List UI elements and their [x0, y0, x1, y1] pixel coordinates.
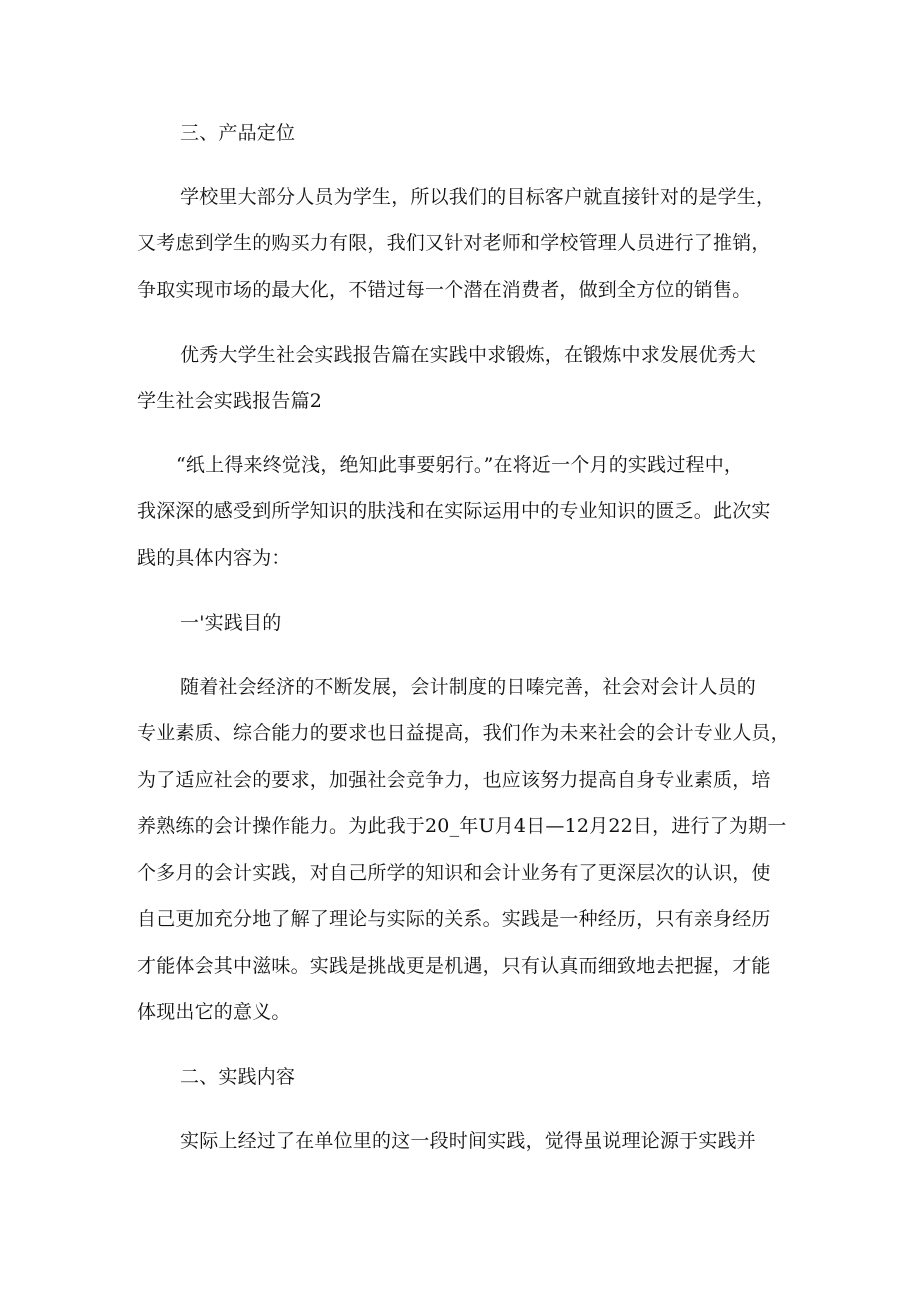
paragraph-line: 自己更加充分地了解了理论与实际的关系。实践是一种经历，只有亲身经历 [137, 908, 771, 930]
paragraph-line: 又考虑到学生的购买力有限，我们又针对老师和学校管理人员进行了推销， [137, 232, 771, 254]
paragraph-line: 为了适应社会的要求，加强社会竞争力，也应该努力提高自身专业素质，培 [137, 769, 771, 791]
paragraph-line: 个多月的会计实践，对自己所学的知识和会计业务有了更深层次的认识，使 [137, 862, 771, 884]
paragraph-line: 践的具体内容为： [137, 547, 291, 569]
paragraph-line: 争取实现市场的最大化，不错过每一个潜在消费者，做到全方位的销售。 [137, 279, 752, 301]
paragraph-line: 才能体会其中滋味。实践是挑战更是机遇，只有认真而细致地去把握，才能 [137, 955, 771, 977]
paragraph-line: 专业素质、综合能力的要求也日益提高，我们作为未来社会的会计专业人员， [137, 722, 790, 744]
section-heading-practice-content: 二、实践内容 [180, 1066, 296, 1088]
section-heading-practice-purpose: 一'实践目的 [180, 612, 282, 634]
paragraph-line: 实际上经过了在单位里的这一段时间实践，觉得虽说理论源于实践并 [180, 1130, 757, 1152]
section-heading-product-positioning: 三、产品定位 [180, 122, 296, 144]
paragraph-line: 我深深的感受到所学知识的肤浅和在实际运用中的专业知识的匮乏。此次实 [137, 500, 771, 522]
paragraph-line: 体现出它的意义。 [137, 1001, 291, 1023]
paragraph-line: 养熟练的会计操作能力。为此我于20_年U月4日—12月22日，进行了为期一 [137, 815, 787, 837]
paragraph-line: 随着社会经济的不断发展，会计制度的日嗪完善，社会对会计人员的 [180, 676, 757, 698]
paragraph-line: “纸上得来终觉浅，绝知此事要躬行。”在将近一个月的实践过程中， [176, 454, 744, 476]
paragraph-line: 学校里大部分人员为学生，所以我们的目标客户就直接针对的是学生， [180, 186, 776, 208]
paragraph-line: 学生社会实践报告篇2 [137, 390, 323, 412]
paragraph-line: 优秀大学生社会实践报告篇在实践中求锻炼，在锻炼中求发展优秀大 [180, 344, 757, 366]
